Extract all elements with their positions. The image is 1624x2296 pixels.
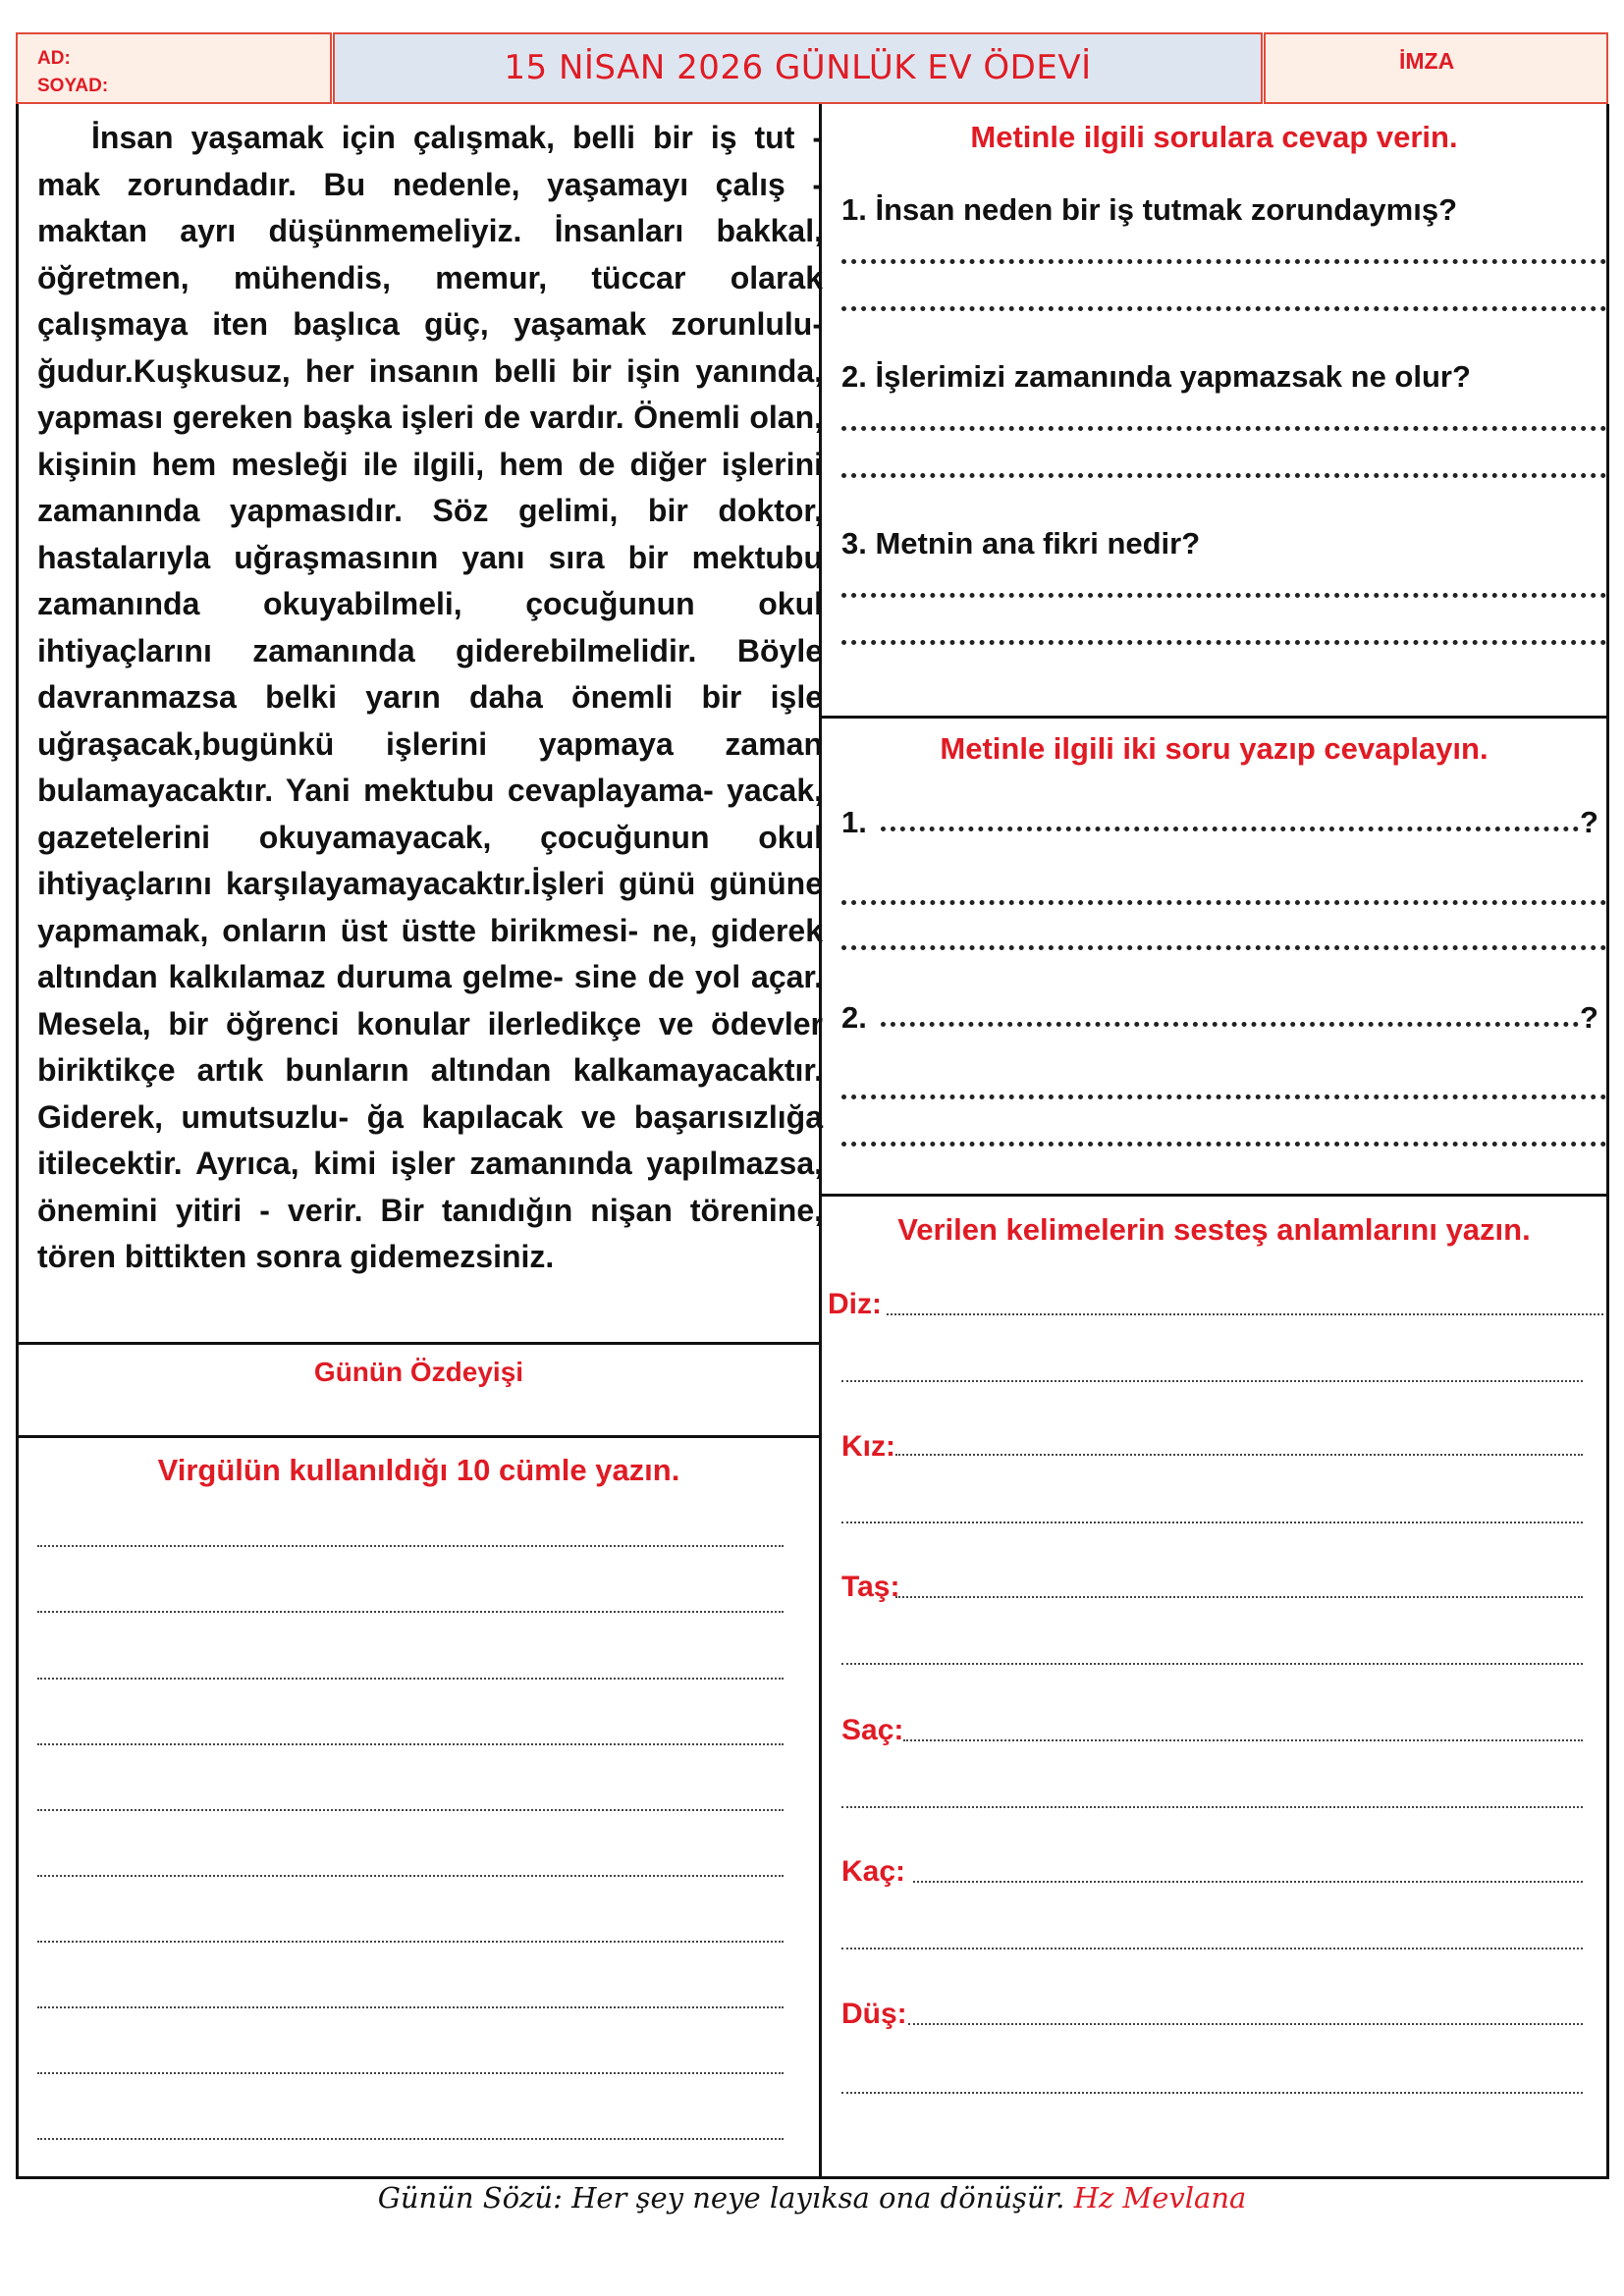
word-diz: Diz: bbox=[828, 1288, 882, 1320]
ozdeyis-title: Günün Özdeyişi bbox=[313, 1357, 524, 1387]
soyad-label: SOYAD: bbox=[37, 76, 109, 96]
answer-line[interactable] bbox=[887, 1313, 1603, 1315]
answer-line[interactable] bbox=[841, 259, 1606, 264]
question-1: 1. İnsan neden bir iş tutmak zorundaymış? bbox=[841, 192, 1458, 227]
questions-title: Metinle ilgili sorulara cevap verin. bbox=[970, 120, 1458, 154]
own-question-2-number: 2. bbox=[841, 1000, 867, 1035]
answer-line[interactable] bbox=[37, 1809, 784, 1811]
answer-line[interactable] bbox=[37, 1743, 784, 1745]
reading-passage bbox=[37, 115, 823, 1281]
answer-line[interactable] bbox=[841, 945, 1606, 950]
own-question-2-mark: ? bbox=[1580, 1000, 1598, 1035]
answer-line[interactable] bbox=[37, 1941, 784, 1943]
answer-line[interactable] bbox=[37, 1875, 784, 1877]
own-question-1-number: 1. bbox=[841, 805, 867, 839]
answer-line[interactable] bbox=[841, 426, 1606, 431]
quote-author: Hz Mevlana bbox=[1073, 2181, 1247, 2215]
answer-line[interactable] bbox=[841, 1522, 1583, 1523]
answer-line[interactable] bbox=[841, 1095, 1606, 1099]
frame-left bbox=[16, 104, 19, 2179]
answer-line[interactable] bbox=[841, 640, 1606, 645]
virgul-title: Virgülün kullanıldığı 10 cümle yazın. bbox=[157, 1453, 680, 1487]
divider-questions bbox=[819, 716, 1609, 719]
name-box bbox=[16, 32, 332, 104]
answer-line[interactable] bbox=[895, 1596, 1583, 1598]
answer-line[interactable] bbox=[895, 1454, 1583, 1456]
answer-line[interactable] bbox=[37, 1545, 784, 1547]
frame-right bbox=[1606, 104, 1609, 2179]
question-3: 3. Metnin ana fikri nedir? bbox=[841, 526, 1201, 561]
answer-line[interactable] bbox=[908, 2023, 1583, 2025]
passage-text: İnsan yaşamak için çalışmak, belli bir iş tut - mak zorundadır. Bu nedenle, yaşamayı çalış - maktan ayrı düşünmemeliyiz. İnsanları bakkal, öğretmen, mühendis, memur, tüccar olarak çalışmaya iten başlıca güç, yaşamak zorunlulu- ğudur.Kuşkusuz, her insanın belli bir işin yanında, yapması gereken başka işleri de vardır. Önemli olan, kişinin hem mesleği ile ilgili, hem de diğer işlerini zamanında yapmasıdır. Söz gelimi, bir doktor, hastalarıyla uğraşmasının yanı sıra bir mektubu zamanında okuyabilmeli, çocuğunun okul ihtiyaçlarını zamanında giderebilmelidir. Böyle davranmazsa belki yarın daha önemli bir işle uğraşacak,bugünkü işlerini yapmaya zaman bulamayacaktır. Yani mektubu cevaplayama- yacak, gazetelerini okuyamayacak, çocuğunun okul ihtiyaçlarını karşılayamayacaktır.İşleri günü gününe yapmamak, onların üst üstte birikmesi- ne, giderek altından kalkılamaz duruma gelme- sine de yol açar. Mesela, bir öğrenci konular ilerledikçe ve ödevler biriktikçe artık bunların altından kalkamayacaktır. Giderek, umutsuzlu- ğa kapılacak ve başarısızlığa itilecektir. Ayrıca, kimi işler zamanında yapılmazsa, önemini yitiri - verir. Bir tanıdığın nişan törenine, tören bittikten sonra gidemezsiniz. bbox=[37, 120, 823, 1274]
answer-line[interactable] bbox=[841, 1948, 1583, 1949]
answer-line[interactable] bbox=[841, 1380, 1583, 1382]
title-box bbox=[333, 32, 1263, 104]
question-line[interactable] bbox=[881, 827, 1579, 831]
answer-line[interactable] bbox=[903, 1739, 1583, 1741]
divider-passage bbox=[16, 1342, 822, 1345]
frame-bottom bbox=[16, 2176, 1609, 2179]
signature-label: İMZA bbox=[1399, 48, 1455, 74]
answer-line[interactable] bbox=[841, 2092, 1583, 2094]
answer-line[interactable] bbox=[913, 1881, 1583, 1883]
answer-line[interactable] bbox=[841, 593, 1606, 598]
divider-own-questions bbox=[819, 1194, 1609, 1197]
answer-line[interactable] bbox=[841, 1663, 1583, 1665]
signature-box bbox=[1264, 32, 1608, 104]
quote-text: Günün Sözü: Her şey neye layıksa ona dönüşür. bbox=[377, 2181, 1065, 2215]
word-sac: Saç: bbox=[841, 1714, 904, 1746]
ad-label: AD: bbox=[37, 48, 71, 69]
own-question-1-mark: ? bbox=[1580, 805, 1598, 839]
answer-line[interactable] bbox=[841, 1142, 1606, 1147]
answer-line[interactable] bbox=[37, 1678, 784, 1680]
answer-line[interactable] bbox=[37, 1611, 784, 1613]
word-dus: Düş: bbox=[841, 1998, 907, 2030]
daily-quote bbox=[0, 2181, 1624, 2215]
answer-line[interactable] bbox=[37, 2138, 784, 2140]
page-title: 15 NİSAN 2026 GÜNLÜK EV ÖDEVİ bbox=[504, 48, 1092, 87]
answer-line[interactable] bbox=[841, 900, 1606, 905]
word-kiz: Kız: bbox=[841, 1430, 895, 1463]
answer-line[interactable] bbox=[841, 306, 1606, 311]
own-questions-title: Metinle ilgili iki soru yazıp cevaplayın. bbox=[940, 731, 1489, 766]
answer-line[interactable] bbox=[37, 2006, 784, 2008]
answer-line[interactable] bbox=[841, 473, 1606, 478]
answer-line[interactable] bbox=[841, 1806, 1583, 1808]
question-2: 2. İşlerimizi zamanında yapmazsak ne olur? bbox=[841, 359, 1471, 394]
homonyms-title: Verilen kelimelerin sesteş anlamlarını yazın. bbox=[897, 1212, 1531, 1247]
divider-ozdeyis bbox=[16, 1435, 822, 1438]
question-line[interactable] bbox=[881, 1022, 1579, 1027]
answer-line[interactable] bbox=[37, 2072, 784, 2074]
word-tas: Taş: bbox=[841, 1571, 900, 1603]
word-kac: Kaç: bbox=[841, 1855, 906, 1888]
